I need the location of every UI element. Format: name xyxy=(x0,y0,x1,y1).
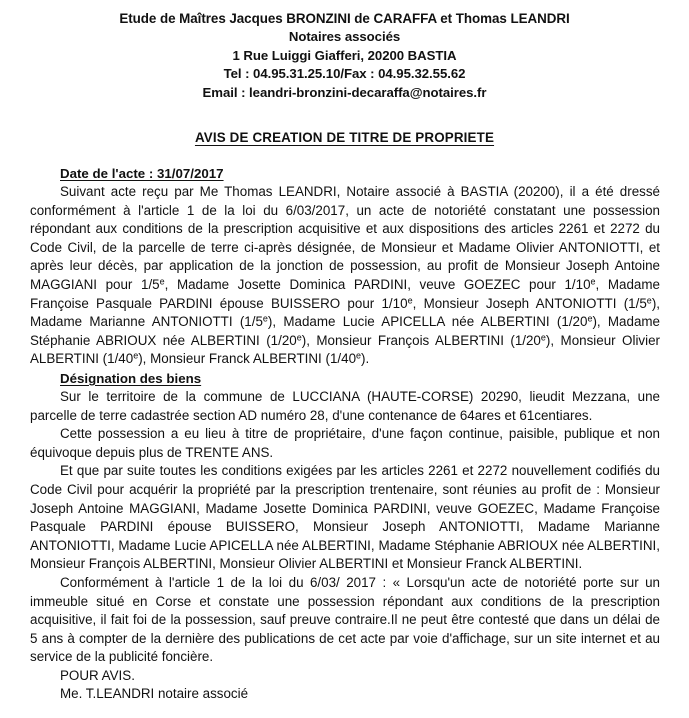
acte-text-1: Suivant acte reçu par Me Thomas LEANDRI, Notaire associé à BASTIA (20200), il a été dressé conformément à l'article 1 de la loi du 6/03/2017, un acte de notoriété constatant une possession répondant aux conditions de la prescription acquisitive et aux dispositions des articles 2261 et 2272 du Code Civil, de la parcelle de terre ci-après désignée, de Monsieur et Madame Olivier ANTONIOTTI, et après leur décès, par application de la jonction de possession, au profit de Monsieur Joseph Antoine MAGGIANI pour 1/5 xyxy=(30,184,660,292)
paragraph-acte-principal xyxy=(30,183,660,369)
ordinal-superscript-1: e xyxy=(159,276,165,287)
designation-heading-row xyxy=(30,369,660,388)
acte-text-8: ), Monsieur François ALBERTINI (1/20 xyxy=(301,332,541,348)
acte-text-6: ), Madame Lucie APICELLA née ALBERTINI (1/20 xyxy=(267,314,588,330)
paragraph-legal-quote: Conformément à l'article 1 de la loi du 6/03/ 2017 : « Lorsqu'un acte de notoriété porte sur un immeuble situé en Corse et constate une possession répondant aux conditions de la prescription acquisitive, il fait foi de la possession, sauf preuve contraire.Il ne peut être contesté que dans un délai de 5 ans à compter de la dernière des publications de cet acte par voie d'affichage, sur un site internet et au service de la publicité foncière. xyxy=(30,574,660,665)
ordinal-superscript-10: e xyxy=(356,350,362,361)
letterhead-email: Email : leandri-bronzini-decaraffa@notaires.fr xyxy=(202,84,487,100)
ordinal-superscript-4: e xyxy=(646,295,652,306)
document-title-container xyxy=(0,129,689,147)
letterhead-address: 1 Rue Luiggi Giafferi, 20200 BASTIA xyxy=(232,47,457,63)
page-title: AVIS DE CREATION DE TITRE DE PROPRIETE xyxy=(194,130,495,146)
ordinal-superscript-8: e xyxy=(540,332,546,343)
ordinal-superscript-2: e xyxy=(590,276,596,287)
ordinal-superscript-6: e xyxy=(587,313,593,324)
acte-text-4: , Monsieur Joseph ANTONIOTTI (1/5 xyxy=(412,295,647,311)
ordinal-superscript-7: e xyxy=(296,332,302,343)
letterhead-role: Notaires associés xyxy=(288,29,401,45)
letterhead-phone-fax: Tel : 04.95.31.25.10/Fax : 04.95.32.55.62 xyxy=(223,66,466,82)
acte-text-5: ), Madame Marianne ANTONIOTTI (1/5 xyxy=(30,295,660,330)
paragraph-conditions: Et que par suite toutes les conditions exigées par les articles 2261 et 2272 nouvellement codifiés du Code Civil pour acquérir la propriété par la prescription trentenaire, sont réunies au profit de : Monsieur Joseph Antoine MAGGIANI, Madame Josette Dominica PARDINI, veuve GOEZEC, Madame Françoise Pasquale PARDINI épouse BUISSERO, Monsieur Joseph ANTONIOTTI, Madame Marianne ANTONIOTTI, Madame Lucie APICELLA née ALBERTINI, Madame Stéphanie ABRIOUX née ALBERTINI, Monsieur François ALBERTINI, Monsieur Olivier ALBERTINI et Monsieur Franck ALBERTINI. xyxy=(30,463,660,572)
acte-text-10: ), Monsieur Franck ALBERTINI (1/40 xyxy=(138,351,357,367)
paragraph-possession: Cette possession a eu lieu à titre de propriétaire, d'une façon continue, paisible, publique et non équivoque depuis plus de TRENTE ANS. xyxy=(30,426,660,460)
closing-signatory: Me. T.LEANDRI notaire associé xyxy=(60,686,249,702)
date-of-act-heading: Date de l'acte : 31/07/2017 xyxy=(60,166,224,182)
acte-text-7: ), Madame Stéphanie ABRIOUX née ALBERTINI (1/20 xyxy=(30,314,660,348)
document-body xyxy=(0,164,689,704)
paragraph-designation: Sur le territoire de la commune de LUCCIANA (HAUTE-CORSE) 20290, lieudit Mezzana, une parcelle de terre cadastrée section AD numéro 28, d'une contenance de 64ares et 61centiares. xyxy=(30,388,660,423)
acte-text-2: , Madame Josette Dominica PARDINI, veuve GOEZEC pour 1/10 xyxy=(164,277,591,292)
closing-pour-avis: POUR AVIS. xyxy=(60,667,135,683)
acte-text-11: ). xyxy=(361,351,370,367)
acte-text-3: , Madame Françoise Pasquale PARDINI épouse BUISSERO pour 1/10 xyxy=(30,277,660,311)
ordinal-superscript-5: e xyxy=(262,313,268,324)
letterhead-firm-name: Etude de Maîtres Jacques BRONZINI de CARAFFA et Thomas LEANDRI xyxy=(119,11,570,26)
acte-text-9: ), Monsieur Olivier ALBERTINI (1/40 xyxy=(30,332,660,367)
ordinal-superscript-3: e xyxy=(407,295,413,306)
ordinal-superscript-9: e xyxy=(133,350,139,361)
designation-of-goods-heading: Désignation des biens xyxy=(60,370,202,386)
letterhead xyxy=(0,0,689,102)
date-heading-row xyxy=(30,164,660,183)
